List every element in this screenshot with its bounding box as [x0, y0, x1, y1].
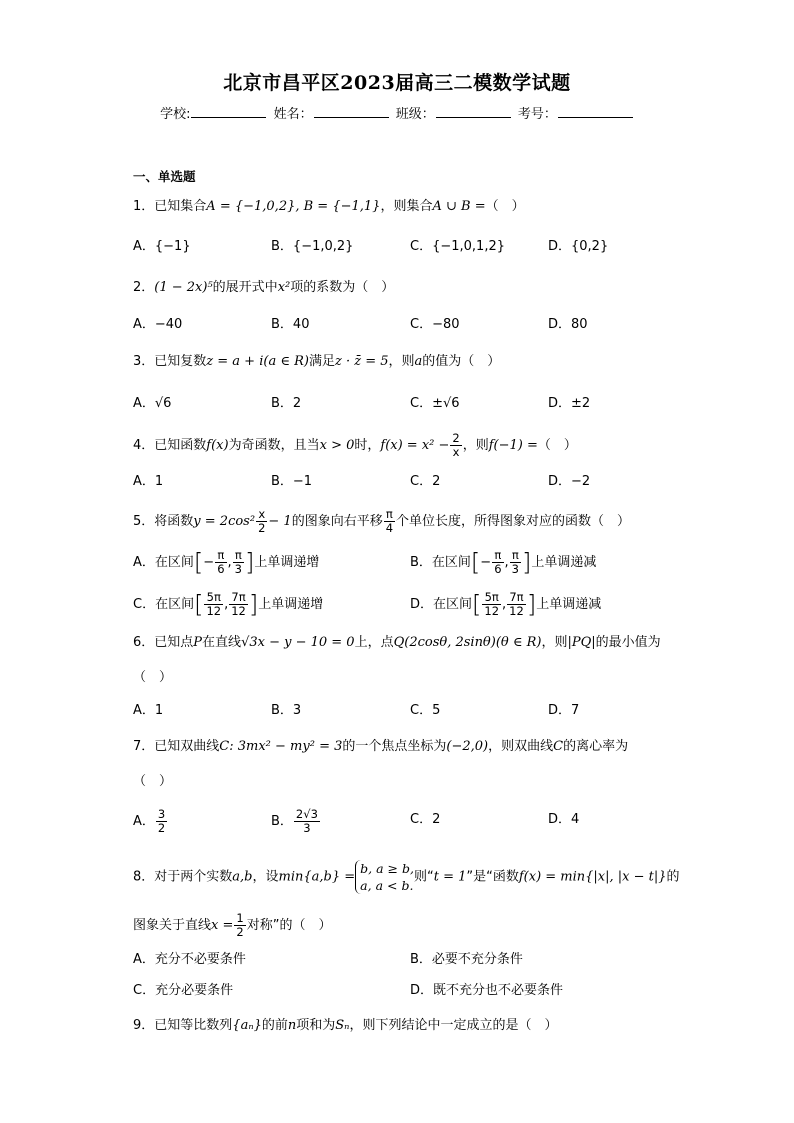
q8-option-d[interactable]: D．既不充分也不必要条件 [410, 983, 564, 998]
question-text: ，则集合 [380, 199, 433, 214]
math-expression: Sₙ [335, 1018, 350, 1033]
option-label: D．在区间 [410, 597, 473, 612]
q4-option-d[interactable]: D．−2 [548, 474, 591, 489]
fraction [234, 912, 245, 939]
q6-option-a[interactable]: A．1 [133, 703, 164, 718]
question-number: 9． [133, 1018, 155, 1033]
question-text: 的前 [261, 1018, 288, 1033]
fraction [384, 508, 395, 535]
fraction [294, 808, 320, 835]
fraction-denominator: 3 [511, 562, 519, 576]
question-text: 图象关于直线 [133, 918, 212, 933]
exam-number-label: 考号： [517, 107, 557, 122]
close-bracket: ] [244, 548, 255, 577]
question-text: 已知等比数列 [154, 1018, 233, 1033]
fraction-numerator: π [492, 549, 503, 563]
question-number: 8． [133, 869, 155, 885]
option-label: A．在区间 [133, 555, 194, 570]
q4-option-b[interactable]: B．−1 [271, 474, 313, 489]
minus-sign: − [203, 555, 215, 570]
q5-option-a[interactable]: A．在区间[− $\frac{\pi}{6}$ , $\frac{\pi}{3}$ ]上单调递增 [133, 548, 320, 577]
q5-option-c[interactable]: C．在区间[ $\frac{5\pi}{12}$ , $\frac{7\pi}{12}$ ]上单调递增 [133, 590, 324, 619]
q1-option-a[interactable]: A．{−1} [133, 239, 191, 254]
question-8 [133, 860, 680, 894]
open-bracket: [ [194, 590, 204, 619]
fraction-numerator: 5π [204, 591, 223, 605]
exam-number-blank[interactable] [558, 105, 633, 118]
fraction-denominator: 6 [217, 562, 225, 576]
fraction-denominator: x [452, 445, 460, 459]
fraction-denominator: 12 [509, 604, 524, 618]
math-expression: Q(2cosθ, 2sinθ)(θ ∈ R) [393, 635, 542, 650]
school-label: 学校: [160, 107, 191, 122]
close-bracket: ] [522, 548, 532, 577]
q5-option-b[interactable]: B．在区间[− $\frac{\pi}{6}$ , $\frac{\pi}{3}$ ]上单调递减 [410, 548, 597, 577]
question-7-continued: （ ） [133, 774, 173, 789]
case-line: a, a < b. [360, 878, 414, 893]
q8-option-a[interactable]: A．充分不必要条件 [133, 952, 246, 967]
option-text: 上单调递增 [254, 555, 320, 570]
fraction-denominator: 3 [234, 562, 242, 576]
q2-option-b[interactable]: B．40 [271, 317, 310, 332]
question-number: 2． [133, 280, 155, 295]
class-blank[interactable] [436, 105, 511, 118]
option-label: B．在区间 [410, 555, 471, 570]
fraction [229, 591, 248, 618]
fraction-numerator: π [510, 549, 521, 563]
question-number: 6． [133, 635, 155, 650]
question-text: 满足 [308, 354, 335, 369]
question-number: 3． [133, 354, 155, 369]
question-text: 在直线 [202, 635, 242, 650]
fraction-denominator: 3 [303, 821, 311, 835]
fraction-numerator: 7π [229, 591, 248, 605]
open-bracket: [ [193, 548, 204, 577]
question-5 [133, 508, 630, 535]
q8-option-c[interactable]: C．充分必要条件 [133, 983, 234, 998]
case-line: b, a ≥ b, [360, 861, 414, 876]
fraction-denominator: 12 [231, 604, 246, 618]
fraction-numerator: 1 [236, 911, 244, 925]
question-2 [133, 278, 394, 298]
q6-option-c[interactable]: C．5 [410, 703, 441, 718]
question-text: 对于两个实数 [154, 869, 233, 885]
question-number: 1． [133, 199, 155, 214]
question-text: 的一个焦点坐标为 [342, 739, 447, 754]
q1-option-b[interactable]: B．{−1,0,2} [271, 239, 354, 254]
fraction-numerator: x [256, 508, 267, 522]
question-3 [133, 352, 500, 372]
q3-option-c[interactable]: C．±√6 [410, 396, 460, 411]
question-text: ，则下列结论中一定成立的是（ ） [349, 1018, 558, 1033]
question-text: 已知函数 [154, 438, 207, 453]
question-text: 将函数 [154, 514, 194, 529]
math-expression: f(x) [206, 438, 229, 453]
question-number: 5． [133, 514, 155, 529]
math-expression: x² [277, 280, 291, 295]
question-text: 的展开式中 [212, 280, 278, 295]
question-8-continued [133, 912, 331, 939]
math-expression: P [193, 635, 203, 650]
math-expression: z · z̄ = 5 [334, 354, 389, 369]
option-label: C．在区间 [133, 597, 195, 612]
question-text: 已知集合 [154, 199, 207, 214]
math-expression: a,b [232, 869, 253, 885]
q3-option-a[interactable]: A．√6 [133, 396, 172, 411]
question-text: ，则 [541, 635, 568, 650]
fraction-numerator: 5π [482, 591, 501, 605]
math-expression: min{a,b} = [278, 869, 356, 885]
question-text: 已知双曲线 [154, 739, 220, 754]
q7-option-a[interactable] [133, 808, 168, 835]
math-expression: C: 3mx² − my² = 3 [219, 739, 343, 754]
question-text: 已知点 [154, 635, 194, 650]
question-7 [133, 737, 628, 757]
fraction-denominator: 12 [206, 604, 222, 618]
fraction-numerator: π [384, 508, 395, 522]
option-label: A． [133, 814, 155, 829]
question-text: 对称”的（ ） [246, 918, 332, 933]
q3-option-b[interactable]: B．2 [271, 396, 302, 411]
question-text: ，则 [388, 354, 415, 369]
question-number: 4． [133, 438, 155, 453]
question-text: ，设 [252, 869, 279, 885]
math-expression: f(x) = min{|x|, |x − t|} [518, 869, 667, 885]
math-expression: f(x) = x² − [380, 438, 450, 453]
open-bracket: [ [472, 590, 482, 619]
q6-option-b[interactable]: B．3 [271, 703, 302, 718]
option-text: 上单调递增 [258, 597, 324, 612]
q7-option-c[interactable]: C．2 [410, 812, 441, 827]
fraction-denominator: 2 [258, 521, 266, 535]
student-info-line [0, 103, 794, 122]
question-text: 的图象向右平移 [291, 514, 383, 529]
minus-sign: − [480, 555, 492, 570]
fraction [507, 591, 526, 618]
fraction [482, 591, 501, 618]
math-expression: n [287, 1018, 297, 1033]
question-text: 个单位长度，所得图象对应的函数（ ） [396, 514, 631, 529]
fraction [156, 808, 167, 835]
answer-blank: （ ） [485, 199, 525, 214]
fraction-denominator: 6 [494, 562, 502, 576]
q4-option-c[interactable]: C．2 [410, 474, 441, 489]
name-label: 姓名： [273, 107, 313, 122]
fraction-denominator: 12 [484, 604, 500, 618]
class-label: 班级： [395, 107, 435, 122]
question-text: 的最小值为 [595, 635, 661, 650]
fraction-numerator: π [233, 549, 244, 563]
question-6 [133, 633, 661, 653]
fraction [215, 549, 226, 576]
piecewise-cases [355, 860, 414, 894]
math-expression: A = {−1,0,2}, B = {−1,1} [206, 199, 381, 214]
math-expression: x = [211, 918, 234, 933]
fraction-denominator: 4 [385, 521, 394, 535]
question-text: 项的系数为（ ） [290, 280, 395, 295]
q7-option-b[interactable] [271, 808, 321, 835]
option-text: 上单调递减 [531, 555, 597, 570]
fraction-denominator: 2 [236, 925, 244, 939]
fraction [204, 591, 223, 618]
math-expression: x > 0 [319, 438, 355, 453]
question-text: 为奇函数，且当 [228, 438, 320, 453]
math-expression: a [414, 354, 423, 369]
question-9 [133, 1016, 557, 1036]
question-text: 的离心率为 [563, 739, 629, 754]
close-bracket: ] [526, 590, 537, 619]
question-text: 项和为 [296, 1018, 336, 1033]
math-expression: √3x − y − 10 = 0 [241, 635, 355, 650]
q2-option-a[interactable]: A．−40 [133, 317, 183, 332]
fraction [510, 549, 521, 576]
question-text: ，则双曲线 [488, 739, 554, 754]
fraction [450, 432, 461, 459]
fraction [256, 508, 267, 535]
question-text: 上，点 [354, 635, 394, 650]
math-expression: y = 2cos² [193, 514, 256, 529]
option-label: B． [271, 814, 293, 829]
question-text: （ ） [537, 438, 577, 453]
school-blank[interactable] [191, 105, 266, 118]
q8-option-b[interactable]: B．必要不充分条件 [410, 952, 523, 967]
question-text: 时， [354, 438, 381, 453]
q4-option-a[interactable]: A．1 [133, 474, 164, 489]
math-expression: f(−1) = [488, 438, 538, 453]
name-blank[interactable] [314, 105, 389, 118]
question-4 [133, 432, 577, 459]
question-text: 的值为（ ） [422, 354, 501, 369]
math-expression: A ∪ B = [432, 199, 486, 214]
fraction-numerator: 3 [157, 807, 166, 821]
page-title: 北京市昌平区2023届高三二模数学试题 [223, 72, 571, 94]
question-text: 则“ [413, 869, 434, 885]
q2-option-c[interactable]: C．−80 [410, 317, 460, 332]
q1-option-d[interactable]: D．{0,2} [548, 239, 609, 254]
math-expression: t = 1 [433, 869, 467, 885]
q1-option-c[interactable]: C．{−1,0,1,2} [410, 239, 505, 254]
fraction-numerator: π [215, 549, 226, 563]
math-expression: {aₙ} [232, 1018, 262, 1033]
fraction [233, 549, 244, 576]
math-expression: z = a + i(a ∈ R) [206, 354, 309, 369]
math-expression: (1 − 2x)⁵ [154, 280, 213, 295]
question-text: ，则 [462, 438, 489, 453]
q2-option-d[interactable]: D．80 [548, 317, 588, 332]
fraction-numerator: 7π [507, 591, 526, 605]
fraction-numerator: 2√3 [295, 807, 318, 821]
fraction-numerator: 2 [452, 431, 460, 445]
q3-option-d[interactable]: D．±2 [548, 396, 591, 411]
q7-option-d[interactable]: D．4 [548, 812, 580, 827]
open-bracket: [ [470, 548, 481, 577]
math-expression: − 1 [268, 514, 292, 529]
question-number: 7． [133, 739, 155, 754]
section-heading: 一、单选题 [133, 169, 196, 184]
question-text: 已知复数 [154, 354, 207, 369]
fraction-denominator: 2 [157, 821, 166, 835]
q5-option-d[interactable]: D．在区间[ $\frac{5\pi}{12}$ , $\frac{7\pi}{12}$ ]上单调递减 [410, 590, 602, 619]
question-text: 的 [666, 869, 680, 885]
question-1 [133, 197, 525, 217]
question-text: ”是“函数 [466, 869, 519, 885]
option-text: 上单调递减 [536, 597, 602, 612]
close-bracket: ] [248, 590, 259, 619]
math-expression: C [553, 739, 564, 754]
q6-option-d[interactable]: D．7 [548, 703, 580, 718]
math-expression: (−2,0) [446, 739, 489, 754]
math-expression: |PQ| [567, 635, 596, 650]
question-6-continued: （ ） [133, 670, 173, 685]
fraction [492, 549, 503, 576]
